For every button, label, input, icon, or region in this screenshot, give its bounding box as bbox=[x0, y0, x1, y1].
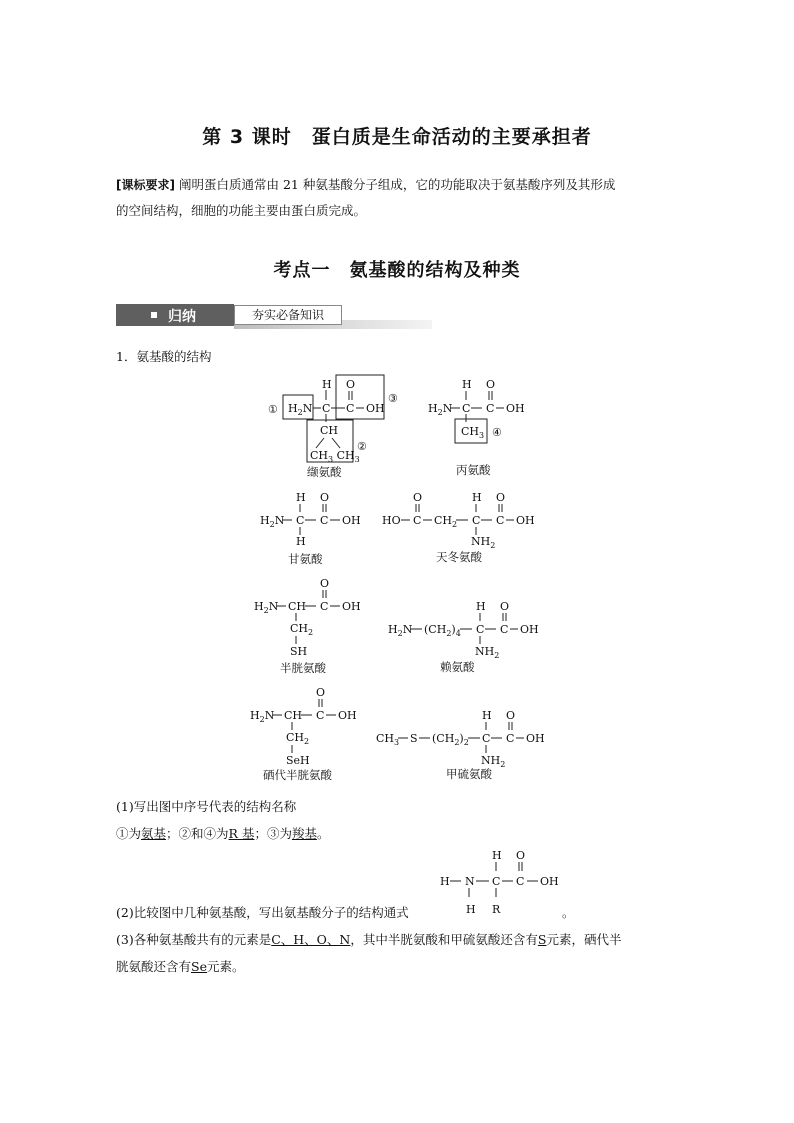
svg-text:S: S bbox=[410, 732, 418, 745]
svg-text:H2N: $H_2N$ bbox=[388, 623, 413, 638]
svg-text:H2N: $H_2N$ bbox=[250, 709, 275, 724]
svg-text:C: C bbox=[506, 732, 515, 745]
svg-text:N: N bbox=[465, 875, 475, 888]
alanine-name: 丙氨酸 bbox=[456, 463, 491, 477]
svg-text:OH: OH bbox=[342, 514, 361, 527]
svg-text:H: H bbox=[322, 378, 332, 391]
alanine-structure bbox=[428, 378, 525, 477]
svg-text:H: H bbox=[466, 903, 476, 916]
question-1-prompt: (1)写出图中序号代表的结构名称 bbox=[116, 799, 297, 814]
aspartic-acid-structure bbox=[382, 491, 535, 564]
selenocysteine-structure bbox=[250, 686, 357, 782]
svg-text:C: C bbox=[476, 623, 485, 636]
svg-text:C: C bbox=[472, 514, 481, 527]
svg-text:OH: OH bbox=[338, 709, 357, 722]
marker-3: ③ bbox=[388, 392, 398, 405]
svg-text:CH: CH bbox=[284, 709, 303, 722]
svg-text:C: C bbox=[316, 709, 325, 722]
marker-1: ① bbox=[268, 403, 278, 416]
svg-text:O: O bbox=[320, 577, 330, 590]
svg-text:SeH: SeH bbox=[286, 754, 310, 767]
svg-text:C: C bbox=[413, 514, 422, 527]
methionine-structure bbox=[376, 709, 545, 781]
svg-text:H2N: $H_2N$ bbox=[260, 514, 285, 529]
svg-text:C: C bbox=[496, 514, 505, 527]
banner-label: 归纳 bbox=[168, 309, 196, 325]
summary-banner bbox=[116, 304, 432, 328]
svg-text:C: C bbox=[482, 732, 491, 745]
svg-text:OH: OH bbox=[540, 875, 559, 888]
svg-text:O: O bbox=[516, 849, 526, 862]
valine-structure bbox=[268, 375, 398, 479]
svg-text:C: C bbox=[500, 623, 509, 636]
cysteine-structure bbox=[254, 577, 361, 675]
svg-text:C: C bbox=[486, 402, 495, 415]
selenocysteine-name: 硒代半胱氨酸 bbox=[263, 768, 332, 782]
banner-box-label: 夯实必备知识 bbox=[234, 305, 342, 325]
svg-text:CH: CH bbox=[320, 424, 339, 437]
svg-text:CH3: $CH_3$ bbox=[376, 732, 400, 747]
svg-text:H2N: $H_2N$ bbox=[254, 600, 279, 615]
requirement-tag: [课标要求] bbox=[116, 178, 175, 192]
question-2: (2)比较图中几种氨基酸，写出氨基酸分子的结构通式 。 bbox=[116, 905, 575, 920]
svg-text:C: C bbox=[492, 875, 501, 888]
answer-r-group: R 基 bbox=[228, 826, 255, 841]
svg-text:CH2: $CH_2$ bbox=[434, 514, 458, 529]
question-3-line1: (3)各种氨基酸共有的元素是C、H、O、N，其中半胱氨酸和甲硫氨酸还含有S元素，硒代半 bbox=[116, 932, 622, 947]
svg-text:CH3: $CH_3$ bbox=[461, 425, 485, 440]
svg-text:OH: OH bbox=[366, 402, 385, 415]
svg-text:CH: CH bbox=[288, 600, 307, 613]
aspartic-acid-name: 天冬氨酸 bbox=[436, 550, 482, 564]
svg-text:OH: OH bbox=[520, 623, 539, 636]
svg-text:OH: OH bbox=[342, 600, 361, 613]
svg-text:H: H bbox=[296, 491, 306, 504]
requirement-line1: 阐明蛋白质通常由 21 种氨基酸分子组成，它的功能取决于氨基酸序列及其形成 bbox=[178, 177, 616, 192]
svg-text:H: H bbox=[482, 709, 492, 722]
glycine-structure bbox=[260, 491, 361, 566]
svg-text:H: H bbox=[476, 600, 486, 613]
svg-text:C: C bbox=[516, 875, 525, 888]
svg-text:H2N: $H_2N$ bbox=[288, 402, 313, 417]
glycine-name: 甘氨酸 bbox=[288, 552, 323, 566]
amino-acid-structures-diagram bbox=[0, 370, 794, 790]
svg-text:O: O bbox=[320, 491, 330, 504]
svg-text:CH3 CH3: $CH_3$ $CH_3$ bbox=[310, 449, 360, 464]
valine-name: 缬氨酸 bbox=[307, 465, 342, 479]
svg-text:C: C bbox=[346, 402, 355, 415]
svg-text:C: C bbox=[296, 514, 305, 527]
square-bullet-icon bbox=[151, 312, 157, 318]
answer-carboxyl-group: 羧基 bbox=[291, 826, 317, 841]
svg-text:HO: HO bbox=[382, 514, 401, 527]
svg-text:H2N: $H_2N$ bbox=[428, 402, 453, 417]
svg-text:O: O bbox=[506, 709, 516, 722]
svg-text:O: O bbox=[496, 491, 506, 504]
cysteine-name: 半胱氨酸 bbox=[280, 661, 326, 675]
methionine-name: 甲硫氨酸 bbox=[446, 767, 492, 781]
svg-text:OH: OH bbox=[516, 514, 535, 527]
svg-text:O: O bbox=[500, 600, 510, 613]
page-title: 第 3 课时 蛋白质是生命活动的主要承担者 bbox=[202, 126, 592, 148]
svg-text:H: H bbox=[472, 491, 482, 504]
answer-sulfur: S bbox=[537, 932, 547, 947]
svg-text:O: O bbox=[316, 686, 326, 699]
svg-text:R: R bbox=[492, 903, 501, 916]
svg-text:SH: SH bbox=[290, 645, 308, 658]
svg-text:NH2: $NH_2$ bbox=[475, 645, 500, 660]
lysine-structure bbox=[388, 600, 539, 674]
answer-selenium: Se bbox=[191, 959, 207, 974]
question-1-answer: ①为氨基；②和④为R 基；③为羧基。 bbox=[116, 826, 330, 841]
svg-text:C: C bbox=[320, 600, 329, 613]
question-2-prompt: (2)比较图中几种氨基酸，写出氨基酸分子的结构通式 bbox=[116, 905, 409, 920]
svg-text:O: O bbox=[346, 378, 356, 391]
curriculum-requirement bbox=[116, 172, 682, 224]
svg-text:OH: OH bbox=[526, 732, 545, 745]
question-3-line2: 胱氨酸还含有Se元素。 bbox=[116, 959, 245, 974]
answer-common-elements: C、H、O、N bbox=[271, 932, 351, 947]
answer-amino-group: 氨基 bbox=[141, 826, 167, 841]
svg-text:O: O bbox=[413, 491, 423, 504]
marker-4: ④ bbox=[492, 426, 502, 439]
svg-text:CH2: $CH_2$ bbox=[286, 731, 310, 746]
svg-text:(CH2)2: $(CH_2)_2$ bbox=[432, 732, 469, 747]
svg-text:O: O bbox=[486, 378, 496, 391]
marker-2: ② bbox=[357, 440, 367, 453]
svg-text:(CH2)4: $(CH_2)_4$ bbox=[424, 623, 461, 638]
svg-text:H: H bbox=[492, 849, 502, 862]
svg-text:H: H bbox=[296, 535, 306, 548]
section-title: 考点一 氨基酸的结构及种类 bbox=[273, 260, 521, 281]
item1-heading: 1．氨基酸的结构 bbox=[116, 349, 212, 364]
svg-text:NH2: $NH_2$ bbox=[481, 754, 506, 769]
svg-text:H: H bbox=[462, 378, 472, 391]
svg-text:H: H bbox=[440, 875, 450, 888]
svg-text:C: C bbox=[322, 402, 331, 415]
svg-text:C: C bbox=[462, 402, 471, 415]
lysine-name: 赖氨酸 bbox=[440, 660, 475, 674]
svg-text:C: C bbox=[320, 514, 329, 527]
svg-text:CH2: $CH_2$ bbox=[290, 622, 314, 637]
svg-text:NH2: $NH_2$ bbox=[471, 535, 496, 550]
requirement-line2: 的空间结构，细胞的功能主要由蛋白质完成。 bbox=[116, 203, 367, 218]
svg-text:OH: OH bbox=[506, 402, 525, 415]
